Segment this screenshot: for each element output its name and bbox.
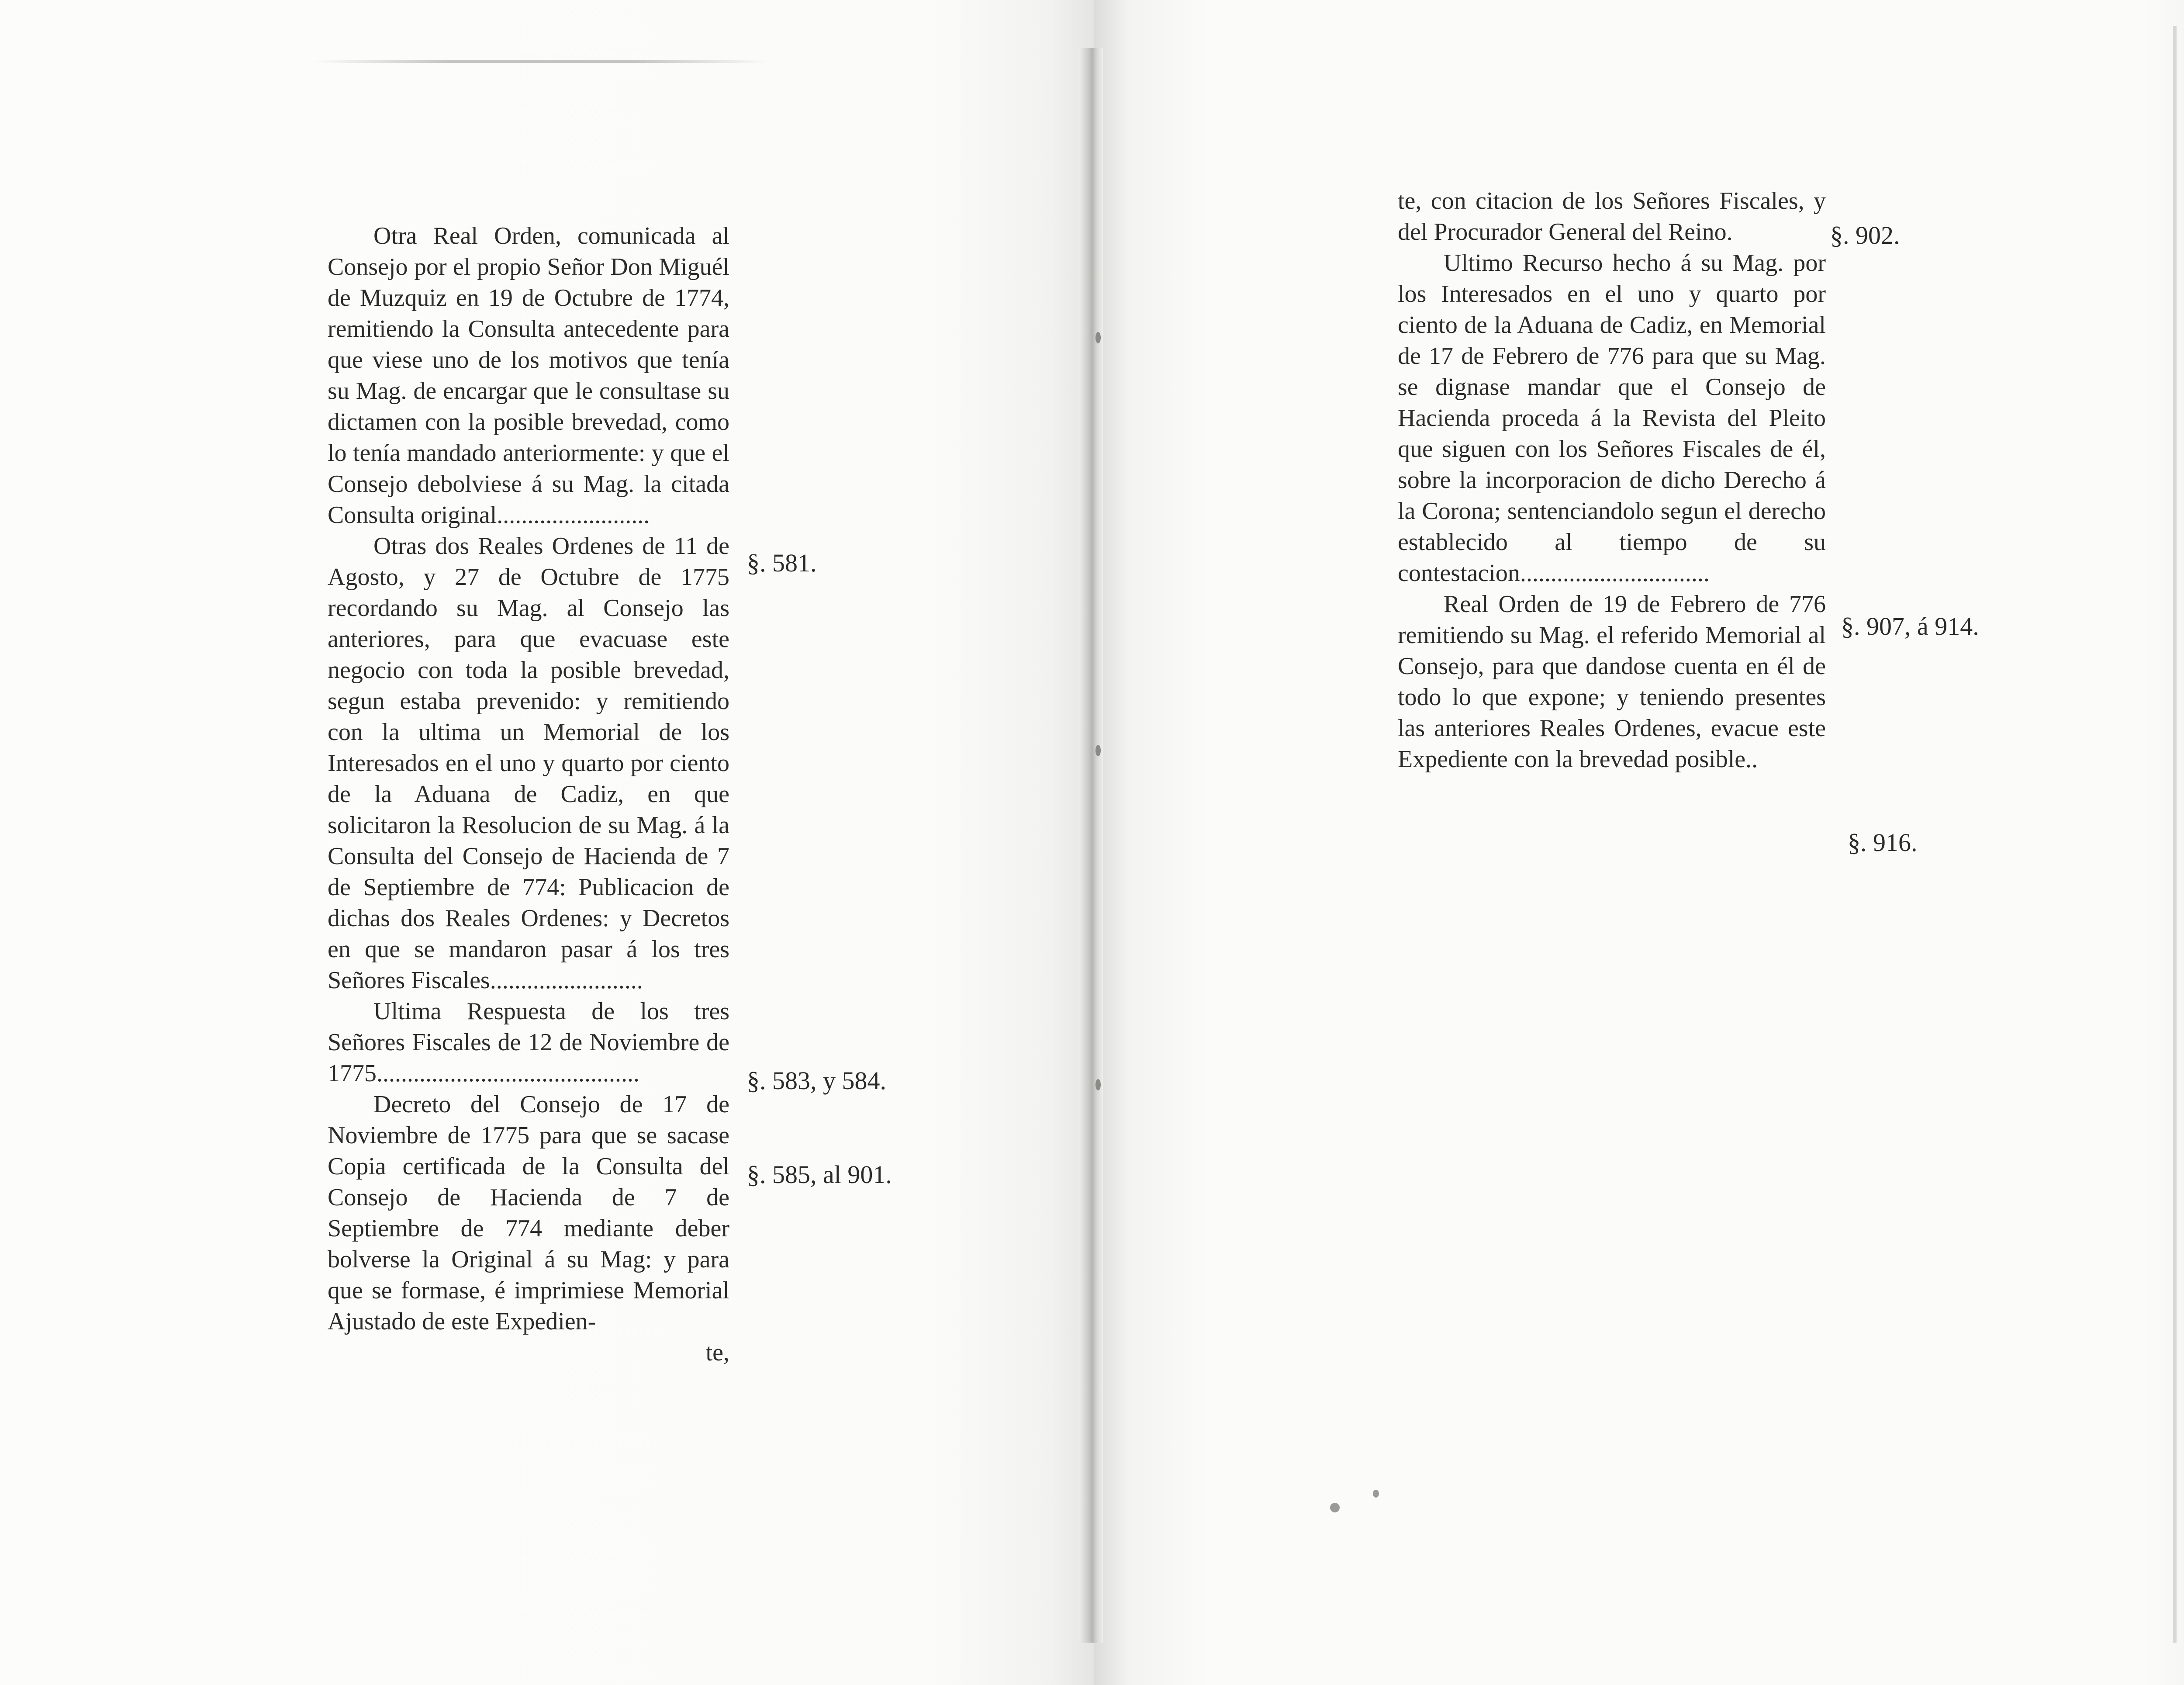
entry-citacion-fiscales: te, con citacion de los Señores Fiscales, y del Procurador General del Reino. [1398, 187, 1826, 246]
book-gutter [1079, 48, 1103, 1643]
entry-ultimo-recurso: Ultimo Recurso hecho á su Mag. por los Interesados en el uno y quarto por ciento de la Aduana de Cadiz, en Memorial de 17 de Febrero de 776 para que su Mag. se dignase mandar que el Consejo de Hacienda proceda á la Revista del Pleito que siguen con los Señores Fiscales de él, sobre la incorporacion de dicho Derecho á la Corona; sentenciandolo segun el derecho establecido al tiempo de su contestacion............................... [1398, 249, 1826, 587]
paper-speck [1330, 1503, 1340, 1512]
entry-ultima-respuesta: Ultima Respuesta de los tres Señores Fiscales de 12 de Noviembre de 1775........................................... [328, 998, 729, 1087]
section-ref-916: §. 916. [1848, 828, 1918, 857]
gutter-stitch [1095, 1079, 1101, 1090]
catchword: te, [705, 1339, 729, 1366]
section-ref-581: §. 581. [747, 549, 817, 577]
section-ref-583-584: §. 583, y 584. [747, 1066, 886, 1095]
section-ref-907-914: §. 907, á 914. [1841, 612, 1979, 640]
gutter-stitch [1095, 745, 1101, 756]
entry-reales-ordenes-1775: Otras dos Reales Ordenes de 11 de Agosto, y 27 de Octubre de 1775 recordando su Mag. al Consejo las anteriores, para que evacuase este negocio con toda la posible brevedad, segun estaba prevenido: y remitiendo con la ultima un Memorial de los Interesados en el uno y quarto por ciento de la Aduana de Cadiz, en que solicitaron la Resolucion de su Mag. á la Consulta del Consejo de Hacienda de 7 de Septiembre de 774: Publicacion de dichas dos Reales Ordenes: y Decretos en que se mandaron pasar á los tres Señores Fiscales......................... [328, 533, 729, 994]
entry-decreto-consejo: Decreto del Consejo de 17 de Noviembre de 1775 para que se sacase Copia certificada de la Consulta del Consejo de Hacienda de 7 de Septiembre de 774 mediante deber bolverse la Original á su Mag: y para que se formase, é imprimiese Memorial Ajustado de este Expedien- [328, 1091, 729, 1335]
top-edge-shadow [314, 60, 769, 63]
entry-real-orden-1774: Otra Real Orden, comunicada al Consejo por el propio Señor Don Miguél de Muzquiz en 19 de Octubre de 1774, remitiendo la Consulta antecedente para que viese uno de los motivos que tenía su Mag. de encargar que le consultase su dictamen con la posible brevedad, como lo tenía mandado anteriormente: y que el Consejo debolviese á su Mag. la citada Consulta original......................... [328, 222, 729, 529]
left-text-column [328, 221, 729, 1368]
section-ref-585-901: §. 585, al 901. [747, 1160, 892, 1189]
entry-real-orden-776: Real Orden de 19 de Febrero de 776 remitiendo su Mag. el referido Memorial al Consejo, para que dandose cuenta en él de todo lo que expone; y teniendo presentes las anteriores Reales Ordenes, evacue este Expediente con la brevedad posible.. [1398, 591, 1826, 773]
gutter-stitch [1095, 332, 1101, 343]
paper-speck [1373, 1490, 1379, 1498]
fore-edge-line [2173, 26, 2177, 1643]
right-text-column [1398, 186, 1826, 775]
section-ref-902: §. 902. [1830, 221, 1900, 249]
